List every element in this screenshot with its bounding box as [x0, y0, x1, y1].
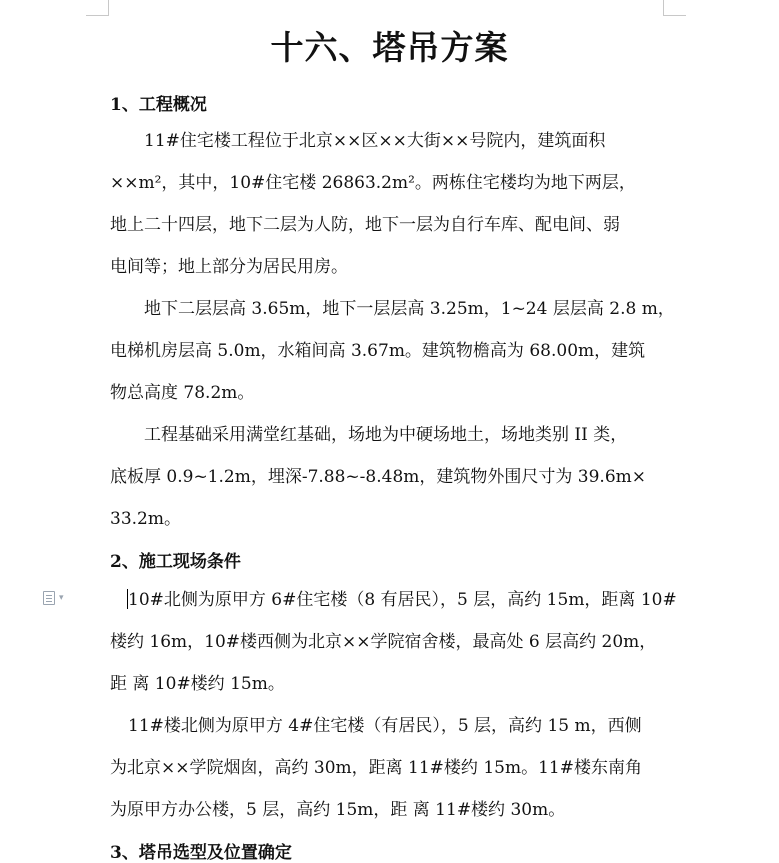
document-title: 十六、塔吊方案 — [270, 28, 509, 67]
text-line: 楼约 16m，10#楼西侧为北京××学院宿舍楼，最高处 6 层高约 20m， — [110, 632, 657, 652]
crop-mark-top-right — [663, 15, 686, 16]
text-line: 地下二层层高 3.65m，地下一层层高 3.25m，1~24 层层高 2.8 m， — [144, 299, 675, 319]
text-line: 电间等；地上部分为居民用房。 — [110, 257, 348, 277]
section-heading: 3、塔吊选型及位置确定 — [110, 843, 292, 863]
text-line: 物总高度 78.2m。 — [110, 383, 255, 403]
text-line: 10#北侧为原甲方 6#住宅楼（8 有居民），5 层，高约 15m，距离 10# — [128, 590, 677, 610]
crop-mark-top-right — [663, 0, 664, 16]
crop-mark-top-left — [86, 15, 109, 16]
crop-mark-top-left — [108, 0, 109, 16]
paragraph-icon[interactable] — [43, 591, 55, 605]
text-line: 11#住宅楼工程位于北京××区××大街××号院内，建筑面积 — [144, 131, 606, 151]
text-line: 距 离 10#楼约 15m。 — [110, 674, 285, 694]
chevron-down-icon[interactable]: ▾ — [59, 593, 64, 603]
text-line: 33.2m。 — [110, 509, 181, 529]
text-line: 为原甲方办公楼，5 层，高约 15m，距 离 11#楼约 30m。 — [110, 800, 566, 820]
text-line: 工程基础采用满堂红基础，场地为中硬场地土，场地类别 II 类， — [144, 425, 628, 445]
text-line: ××m²，其中，10#住宅楼 26863.2m²。两栋住宅楼均为地下两层， — [110, 173, 636, 193]
section-heading: 2、施工现场条件 — [110, 552, 241, 572]
text-line: 11#楼北侧为原甲方 4#住宅楼（有居民），5 层，高约 15 m，西侧 — [128, 716, 642, 736]
section-heading: 1、工程概况 — [110, 95, 207, 115]
text-line: 底板厚 0.9~1.2m，埋深-7.88~-8.48m，建筑物外围尺寸为 39.6m× — [110, 467, 647, 487]
text-line: 为北京××学院烟囱，高约 30m，距离 11#楼约 15m。11#楼东南角 — [110, 758, 642, 778]
text-line: 地上二十四层，地下二层为人防，地下一层为自行车库、配电间、弱 — [110, 215, 620, 235]
text-line: 电梯机房层高 5.0m，水箱间高 3.67m。建筑物檐高为 68.00m，建筑 — [110, 341, 646, 361]
